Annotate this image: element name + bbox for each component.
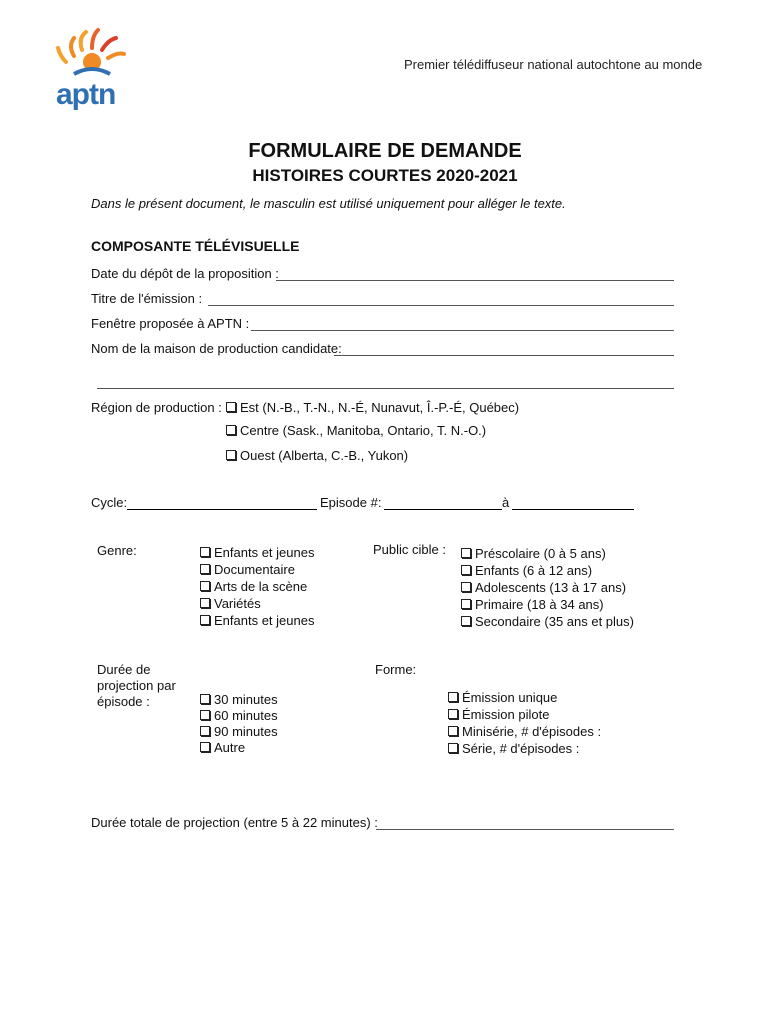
audience-option[interactable]: Secondaire (35 ans et plus): [461, 613, 634, 630]
checkbox[interactable]: [461, 565, 471, 575]
section-heading: COMPOSANTE TÉLÉVISUELLE: [91, 238, 300, 254]
checkbox[interactable]: [461, 616, 471, 626]
form-type-option[interactable]: Minisérie, # d'épisodes :: [448, 723, 601, 740]
checkbox[interactable]: [200, 581, 210, 591]
date-label: Date du dépôt de la proposition :: [91, 266, 279, 281]
title-label: Titre de l'émission :: [91, 291, 203, 306]
region-option-west[interactable]: Ouest (Alberta, C.-B., Yukon): [226, 447, 408, 464]
cycle-label: Cycle:: [91, 495, 128, 510]
form-type-options: [448, 689, 601, 757]
checkbox[interactable]: [226, 450, 236, 460]
checkbox[interactable]: [448, 743, 458, 753]
audience-option[interactable]: Préscolaire (0 à 5 ans): [461, 545, 634, 562]
form-type-option[interactable]: Série, # d'épisodes :: [448, 740, 601, 757]
episode-from-field[interactable]: [384, 509, 502, 510]
duration-option[interactable]: Autre: [200, 740, 278, 756]
sun-icon: [52, 26, 132, 82]
region-option-centre[interactable]: Centre (Sask., Manitoba, Ontario, T. N.-O.): [226, 422, 486, 439]
genre-option[interactable]: Enfants et jeunes: [200, 544, 314, 561]
region-option-east[interactable]: Est (N.-B., T.-N., N.-É, Nunavut, Î.-P.-É, Québec): [226, 399, 519, 416]
form-type-option[interactable]: Émission unique: [448, 689, 601, 706]
duration-option[interactable]: 30 minutes: [200, 692, 278, 708]
checkbox[interactable]: [200, 726, 210, 736]
aptn-logo: [52, 26, 132, 110]
genre-options: [200, 544, 314, 629]
checkbox[interactable]: [200, 547, 210, 557]
form-type-option[interactable]: Émission pilote: [448, 706, 601, 723]
genre-option[interactable]: Variétés: [200, 595, 314, 612]
checkbox[interactable]: [448, 709, 458, 719]
duration-options: [200, 692, 278, 756]
duration-label: Durée de projection par épisode :: [97, 662, 176, 709]
checkbox[interactable]: [461, 548, 471, 558]
company-field[interactable]: [334, 355, 674, 356]
gender-note: Dans le présent document, le masculin est utilisé uniquement pour alléger le texte.: [91, 196, 566, 211]
window-field[interactable]: [251, 330, 674, 331]
logo-wordmark: aptn: [56, 78, 116, 111]
date-field[interactable]: [276, 280, 674, 281]
checkbox[interactable]: [200, 598, 210, 608]
episode-to-field[interactable]: [512, 509, 634, 510]
checkbox[interactable]: [461, 582, 471, 592]
company-label: Nom de la maison de production candidate:: [91, 341, 342, 356]
checkbox[interactable]: [200, 564, 210, 574]
duration-option[interactable]: 60 minutes: [200, 708, 278, 724]
total-duration-field[interactable]: [376, 829, 674, 830]
checkbox[interactable]: [448, 726, 458, 736]
checkbox[interactable]: [200, 694, 210, 704]
audience-option[interactable]: Enfants (6 à 12 ans): [461, 562, 634, 579]
checkbox[interactable]: [448, 692, 458, 702]
window-label: Fenêtre proposée à APTN :: [91, 316, 250, 331]
checkbox[interactable]: [226, 402, 236, 412]
company-field-line-2[interactable]: [97, 388, 674, 389]
audience-options: [461, 545, 634, 630]
title-field[interactable]: [208, 305, 674, 306]
audience-option[interactable]: Primaire (18 à 34 ans): [461, 596, 634, 613]
region-label: Région de production :: [91, 400, 222, 415]
total-duration-label: Durée totale de projection (entre 5 à 22 minutes) :: [91, 815, 378, 830]
cycle-field[interactable]: [127, 509, 317, 510]
checkbox[interactable]: [461, 599, 471, 609]
checkbox[interactable]: [200, 742, 210, 752]
checkbox[interactable]: [200, 615, 210, 625]
form-subtitle: HISTOIRES COURTES 2020-2021: [252, 166, 518, 185]
episode-label: Episode #:: [320, 495, 382, 510]
form-title: FORMULAIRE DE DEMANDE: [248, 140, 522, 162]
audience-option[interactable]: Adolescents (13 à 17 ans): [461, 579, 634, 596]
checkbox[interactable]: [226, 425, 236, 435]
tagline: Premier télédiffuseur national autochtone au monde: [404, 57, 703, 72]
episode-to-label: à: [502, 495, 510, 510]
form-type-label: Forme:: [375, 662, 417, 677]
audience-label: Public cible :: [373, 542, 446, 557]
duration-option[interactable]: 90 minutes: [200, 724, 278, 740]
genre-option[interactable]: Documentaire: [200, 561, 314, 578]
genre-label: Genre:: [97, 543, 137, 558]
genre-option[interactable]: Arts de la scène: [200, 578, 314, 595]
checkbox[interactable]: [200, 710, 210, 720]
genre-option[interactable]: Enfants et jeunes: [200, 612, 314, 629]
